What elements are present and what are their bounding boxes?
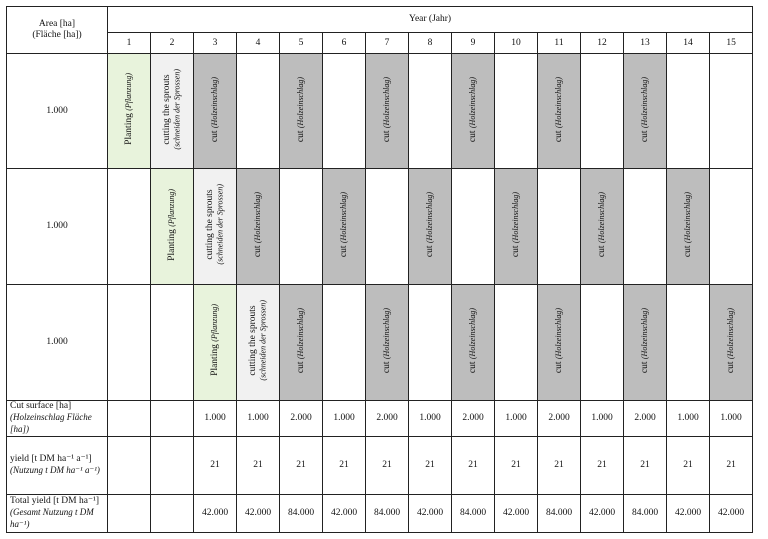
- summary-value: 42.000: [323, 494, 366, 532]
- activity-label-de: (Holzeinschlag): [295, 307, 305, 359]
- summary-value: 21: [581, 436, 624, 494]
- summary-value: 21: [495, 436, 538, 494]
- activity-label-en: cut: [424, 243, 435, 257]
- activity-label: [468, 77, 478, 142]
- summary-value: 42.000: [495, 494, 538, 532]
- empty-cell: [495, 54, 538, 169]
- empty-cell: [237, 54, 280, 169]
- year-number: 15: [710, 33, 753, 54]
- activity-label: [640, 308, 650, 373]
- activity-label: [726, 308, 736, 373]
- empty-cell: [538, 169, 581, 284]
- activity-label-de: (Holzeinschlag): [209, 76, 219, 128]
- activity-label-de: (Holzeinschlag): [381, 307, 391, 359]
- activity-label-en: cut: [639, 127, 650, 142]
- activity-label-de: (Holzeinschlag): [725, 307, 735, 359]
- summary-value: [151, 400, 194, 436]
- empty-cell: [409, 284, 452, 400]
- empty-cell: [323, 284, 366, 400]
- summary-value: 21: [624, 436, 667, 494]
- summary-row: [7, 494, 753, 532]
- harvest-cut-cell: [366, 284, 409, 400]
- sprout-cutting-cell: [151, 54, 194, 169]
- activity-label-en: cut: [381, 127, 392, 142]
- harvest-cut-cell: [667, 169, 710, 284]
- activity-label: [253, 192, 263, 257]
- summary-value: [151, 436, 194, 494]
- harvest-cut-cell: [280, 54, 323, 169]
- plot-area: 1.000: [7, 169, 108, 284]
- activity-label-en: cut: [295, 358, 306, 373]
- area-header: [7, 7, 108, 54]
- summary-value: 42.000: [710, 494, 753, 532]
- harvest-cut-cell: [495, 169, 538, 284]
- activity-label-en: cutting the sprouts: [161, 74, 172, 145]
- summary-value: 2.000: [624, 400, 667, 436]
- harvest-cut-cell: [624, 54, 667, 169]
- summary-value: 1.000: [323, 400, 366, 436]
- summary-value: 21: [237, 436, 280, 494]
- summary-value: 84.000: [538, 494, 581, 532]
- year-number: 9: [452, 33, 495, 54]
- summary-value: 21: [538, 436, 581, 494]
- activity-label-en: cutting the sprouts: [204, 189, 215, 260]
- harvest-cut-cell: [538, 284, 581, 400]
- activity-label-de: (Holzeinschlag): [553, 76, 563, 128]
- summary-value: 1.000: [495, 400, 538, 436]
- activity-label: [205, 184, 226, 265]
- summary-value: 21: [280, 436, 323, 494]
- activity-label-en: cut: [467, 127, 478, 142]
- activity-label: [124, 73, 134, 145]
- summary-value: 1.000: [409, 400, 452, 436]
- summary-label: [7, 400, 108, 436]
- activity-label: [339, 192, 349, 257]
- plot-row: [7, 169, 753, 284]
- harvest-cut-cell: [280, 284, 323, 400]
- area-header-label: Area [ha]: [38, 19, 76, 30]
- activity-label-en: cut: [381, 358, 392, 373]
- activity-label-en: cut: [553, 358, 564, 373]
- summary-value: 42.000: [581, 494, 624, 532]
- plot-row: [7, 54, 753, 169]
- empty-cell: [581, 284, 624, 400]
- activity-label-en: cut: [467, 358, 478, 373]
- harvest-cut-cell: [710, 284, 753, 400]
- summary-label-en: Cut surface [ha]: [10, 400, 72, 411]
- harvest-schedule-table: [6, 6, 745, 533]
- year-number: 14: [667, 33, 710, 54]
- activity-label-de: (Holzeinschlag): [467, 307, 477, 359]
- year-number: 6: [323, 33, 366, 54]
- activity-label-en: cut: [596, 243, 607, 257]
- activity-label-de: (Holzeinschlag): [639, 76, 649, 128]
- plot-area: 1.000: [7, 54, 108, 169]
- summary-value: 21: [366, 436, 409, 494]
- harvest-cut-cell: [624, 284, 667, 400]
- year-number: 11: [538, 33, 581, 54]
- activity-label: [640, 77, 650, 142]
- activity-label-en: cut: [295, 127, 306, 142]
- activity-label: [210, 304, 220, 376]
- activity-label-de: (Holzeinschlag): [596, 191, 606, 243]
- year-number: 8: [409, 33, 452, 54]
- summary-row: [7, 436, 753, 494]
- activity-label-en: cut: [553, 127, 564, 142]
- activity-label-de: (Holzeinschlag): [510, 191, 520, 243]
- summary-value: 1.000: [194, 400, 237, 436]
- summary-label-de: (Nutzung t DM ha⁻¹ a⁻¹): [10, 464, 100, 475]
- harvest-cut-cell: [452, 54, 495, 169]
- plot-area: 1.000: [7, 284, 108, 400]
- activity-label-de: (Holzeinschlag): [682, 191, 692, 243]
- empty-cell: [581, 54, 624, 169]
- summary-value: [108, 494, 151, 532]
- empty-cell: [108, 284, 151, 400]
- summary-value: [108, 400, 151, 436]
- summary-value: [151, 494, 194, 532]
- activity-label-en: cut: [338, 243, 349, 257]
- summary-value: 21: [323, 436, 366, 494]
- activity-label-de: (Holzeinschlag): [338, 191, 348, 243]
- activity-label-en: cut: [209, 127, 220, 142]
- planting-cell: [194, 284, 237, 400]
- activity-label: [167, 189, 177, 261]
- harvest-cut-cell: [452, 284, 495, 400]
- summary-value: 2.000: [538, 400, 581, 436]
- year-number: 13: [624, 33, 667, 54]
- year-number: 4: [237, 33, 280, 54]
- activity-label: [597, 192, 607, 257]
- harvest-cut-cell: [237, 169, 280, 284]
- year-number: 5: [280, 33, 323, 54]
- summary-value: 1.000: [667, 400, 710, 436]
- activity-label-en: cut: [682, 243, 693, 257]
- activity-label-de: (Holzeinschlag): [424, 191, 434, 243]
- summary-label-de: (Gesamt Nutzung t DM ha⁻¹): [10, 506, 94, 529]
- activity-label-de: (Holzeinschlag): [467, 76, 477, 128]
- summary-value: 21: [710, 436, 753, 494]
- summary-value: 42.000: [409, 494, 452, 532]
- summary-value: 2.000: [366, 400, 409, 436]
- empty-cell: [366, 169, 409, 284]
- harvest-cut-cell: [538, 54, 581, 169]
- summary-value: 2.000: [452, 400, 495, 436]
- summary-value: 42.000: [667, 494, 710, 532]
- empty-cell: [409, 54, 452, 169]
- activity-label-en: Planting: [123, 111, 134, 146]
- sprout-cutting-cell: [194, 169, 237, 284]
- summary-value: 1.000: [710, 400, 753, 436]
- activity-label-de: (Holzeinschlag): [639, 307, 649, 359]
- summary-value: 84.000: [280, 494, 323, 532]
- harvest-cut-cell: [581, 169, 624, 284]
- summary-value: 84.000: [366, 494, 409, 532]
- empty-cell: [108, 169, 151, 284]
- summary-value: 2.000: [280, 400, 323, 436]
- harvest-cut-cell: [366, 54, 409, 169]
- year-header: Year (Jahr): [108, 7, 753, 33]
- summary-label: [7, 436, 108, 494]
- summary-value: 21: [452, 436, 495, 494]
- activity-label: [511, 192, 521, 257]
- summary-value: 42.000: [237, 494, 280, 532]
- summary-value: 42.000: [194, 494, 237, 532]
- activity-label: [296, 308, 306, 373]
- year-number: 2: [151, 33, 194, 54]
- activity-label-de: (Pflanzung): [123, 73, 133, 112]
- activity-label-en: Planting: [166, 226, 177, 261]
- empty-cell: [667, 54, 710, 169]
- activity-label: [683, 192, 693, 257]
- year-number: 1: [108, 33, 151, 54]
- empty-cell: [710, 54, 753, 169]
- summary-value: 84.000: [624, 494, 667, 532]
- year-number: 12: [581, 33, 624, 54]
- activity-label-de: (schneiden der Sprossen): [258, 299, 267, 381]
- activity-label: [554, 308, 564, 373]
- summary-value: 21: [667, 436, 710, 494]
- summary-label-en: Total yield [t DM ha⁻¹]: [10, 496, 99, 507]
- empty-cell: [710, 169, 753, 284]
- area-header-label-de: (Fläche [ha]): [32, 30, 82, 41]
- activity-label: [382, 308, 392, 373]
- summary-value: 1.000: [581, 400, 624, 436]
- year-number: 7: [366, 33, 409, 54]
- activity-label-de: (Holzeinschlag): [252, 191, 262, 243]
- harvest-cut-cell: [409, 169, 452, 284]
- activity-label-de: (schneiden der Sprossen): [215, 184, 224, 265]
- harvest-cut-cell: [323, 169, 366, 284]
- plot-row: [7, 284, 753, 400]
- summary-value: 21: [409, 436, 452, 494]
- activity-label-de: (Pflanzung): [209, 304, 219, 343]
- activity-label-en: Planting: [209, 342, 220, 377]
- activity-label-de: (schneiden der Sprossen): [172, 68, 181, 150]
- activity-label-de: (Pflanzung): [166, 188, 176, 227]
- activity-label-en: cut: [639, 358, 650, 373]
- year-number: 3: [194, 33, 237, 54]
- activity-label-de: (Holzeinschlag): [381, 76, 391, 128]
- activity-label: [296, 77, 306, 142]
- activity-label: [210, 77, 220, 142]
- activity-label-en: cut: [725, 358, 736, 373]
- activity-label-en: cut: [510, 243, 521, 257]
- activity-label-en: cutting the sprouts: [247, 305, 258, 376]
- harvest-cut-cell: [194, 54, 237, 169]
- activity-label: [382, 77, 392, 142]
- empty-cell: [280, 169, 323, 284]
- summary-value: 84.000: [452, 494, 495, 532]
- empty-cell: [151, 284, 194, 400]
- empty-cell: [495, 284, 538, 400]
- planting-cell: [151, 169, 194, 284]
- activity-label-en: cut: [252, 243, 263, 257]
- sprout-cutting-cell: [237, 284, 280, 400]
- summary-label-de: (Holzeinschlag Fläche [ha]): [10, 411, 92, 434]
- activity-label-de: (Holzeinschlag): [553, 307, 563, 359]
- year-number: 10: [495, 33, 538, 54]
- empty-cell: [667, 284, 710, 400]
- summary-value: 21: [194, 436, 237, 494]
- activity-label: [162, 69, 183, 150]
- activity-label: [468, 308, 478, 373]
- empty-cell: [323, 54, 366, 169]
- summary-label-en: yield [t DM ha⁻¹ a⁻¹]: [10, 453, 92, 464]
- summary-value: 1.000: [237, 400, 280, 436]
- activity-label: [554, 77, 564, 142]
- activity-label: [248, 300, 269, 381]
- planting-cell: [108, 54, 151, 169]
- empty-cell: [624, 169, 667, 284]
- summary-row: [7, 400, 753, 436]
- summary-value: [108, 436, 151, 494]
- activity-label-de: (Holzeinschlag): [295, 76, 305, 128]
- summary-label: [7, 494, 108, 532]
- empty-cell: [452, 169, 495, 284]
- activity-label: [425, 192, 435, 257]
